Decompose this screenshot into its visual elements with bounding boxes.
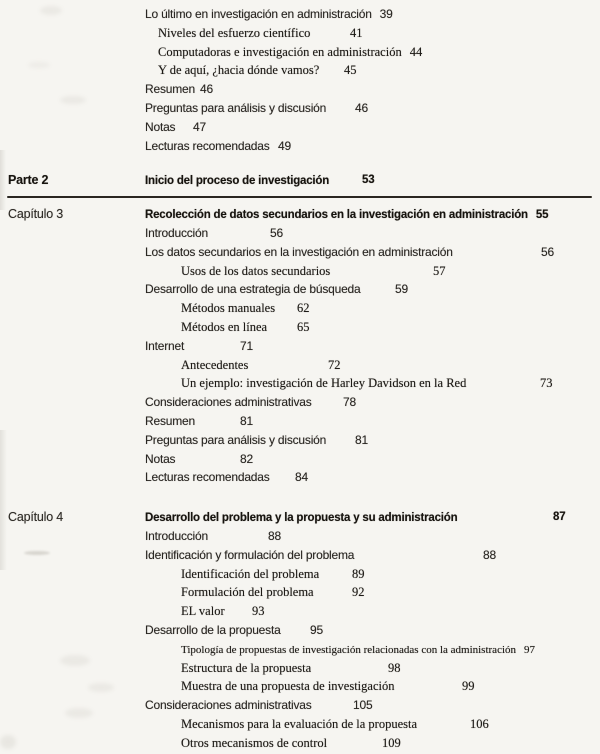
toc-page-number: 93 xyxy=(252,604,265,619)
toc-entry-title: Preguntas para análisis y discusión xyxy=(145,432,327,447)
chapter-title: Recolección de datos secundarios en la investigación en administración xyxy=(145,209,528,222)
toc-page-number: 88 xyxy=(483,547,496,562)
toc-entry xyxy=(0,659,600,678)
toc-page-number: 39 xyxy=(379,7,393,21)
toc-entry xyxy=(0,5,600,24)
toc-entry-title: Lecturas recomendadas xyxy=(145,470,270,485)
toc-entry-title: Tipología de propuestas de investigación relacionadas con la administración xyxy=(181,643,517,656)
toc-block xyxy=(0,205,600,487)
toc-page-number: 55 xyxy=(535,209,549,222)
toc-page-number: 46 xyxy=(355,100,368,115)
chapter-row xyxy=(0,205,600,224)
toc-entry xyxy=(0,356,600,375)
toc-entry-title: Introducción xyxy=(145,528,208,543)
chapter-row xyxy=(0,508,600,527)
toc-entry-title: Desarrollo de la propuesta xyxy=(145,622,281,637)
chapter-label: Capítulo 3 xyxy=(8,207,63,222)
toc-entry-title: Notas xyxy=(145,451,176,466)
toc-entry-title: Identificación del problema xyxy=(181,566,320,581)
toc-entry xyxy=(0,318,600,337)
toc-page-number: 81 xyxy=(240,413,253,428)
toc-entry-title: Niveles del esfuerzo científico xyxy=(158,25,311,40)
toc-entry-title: Métodos en línea xyxy=(181,319,268,334)
toc-page-number: 92 xyxy=(352,585,365,600)
toc-entry-title: Resumen xyxy=(145,82,195,97)
toc-entry-title: Estructura de la propuesta xyxy=(181,660,312,675)
toc-page-number: 81 xyxy=(355,432,368,447)
toc-entry-title: Y de aquí, ¿hacia dónde vamos? xyxy=(158,63,320,78)
toc-entry-title: Introducción xyxy=(145,225,208,240)
toc-entry xyxy=(0,546,600,565)
toc-entry-title: Métodos manuales xyxy=(181,301,276,316)
toc-entry xyxy=(0,431,600,450)
toc-page-number: 73 xyxy=(540,376,553,391)
toc-page-number: 62 xyxy=(297,301,310,316)
toc-entry xyxy=(0,118,600,137)
toc-entry-title: Un ejemplo: investigación de Harley Davidson en la Red xyxy=(181,376,467,391)
toc-page-number: 46 xyxy=(200,82,213,97)
toc-block xyxy=(0,171,600,190)
toc-page-number: 105 xyxy=(353,698,373,713)
toc-entry xyxy=(0,393,600,412)
toc-entry xyxy=(0,527,600,546)
toc-page-number: 65 xyxy=(297,319,310,334)
toc-page-number: 97 xyxy=(524,643,536,656)
toc-entry xyxy=(0,280,600,299)
toc-page-number: 87 xyxy=(553,511,566,524)
toc-entry-title: Los datos secundarios en la investigación en administración xyxy=(145,244,453,259)
part-label: Parte 2 xyxy=(8,173,49,188)
toc-entry xyxy=(0,243,600,262)
toc-page-number: 106 xyxy=(470,716,489,731)
toc-page-number: 45 xyxy=(344,63,357,78)
toc-entry xyxy=(0,80,600,99)
toc-page-number: 59 xyxy=(395,282,408,297)
toc-block xyxy=(0,0,600,155)
toc-entry-title: Lecturas recomendadas xyxy=(145,138,270,153)
toc-page-number: 99 xyxy=(462,679,475,694)
toc-entry-title: Notas xyxy=(145,119,176,134)
toc-page-number: 44 xyxy=(409,44,423,59)
toc-page-number: 56 xyxy=(270,225,283,240)
toc-entry xyxy=(0,565,600,584)
toc-page-number: 47 xyxy=(193,119,206,134)
toc-entry xyxy=(0,137,600,156)
toc-entry-title: Muestra de una propuesta de investigación xyxy=(181,679,395,694)
toc-entry xyxy=(0,621,600,640)
toc-entry-title: Otros mecanismos de control xyxy=(181,735,328,750)
toc-entry xyxy=(0,43,600,62)
toc-entry-title: Computadoras e investigación en administración xyxy=(158,44,402,59)
toc-entry-title: Desarrollo de una estrategia de búsqueda xyxy=(145,282,361,297)
toc-entry xyxy=(0,99,600,118)
chapter-title: Desarrollo del problema y la propuesta y su administración xyxy=(145,512,458,525)
toc-entry xyxy=(0,61,600,80)
toc-entry xyxy=(0,262,600,281)
toc-page-number: 89 xyxy=(352,566,365,581)
toc-page-number: 78 xyxy=(343,395,356,410)
toc-entry-title: Resumen xyxy=(145,413,195,428)
toc-entry-title: EL valor xyxy=(181,604,225,619)
toc-entry xyxy=(0,450,600,469)
toc-entry xyxy=(0,337,600,356)
toc-entry-title: Mecanismos para la evaluación de la propuesta xyxy=(181,716,418,731)
toc-entry xyxy=(0,602,600,621)
part-row xyxy=(0,171,600,190)
toc-page-number: 71 xyxy=(240,338,253,353)
toc-entry-title: Antecedentes xyxy=(181,357,249,372)
toc-entry-title: Consideraciones administrativas xyxy=(145,698,312,713)
toc-page-number: 72 xyxy=(328,357,341,372)
toc-entry xyxy=(0,640,600,659)
toc-page-number: 49 xyxy=(278,138,291,153)
toc-page-number: 82 xyxy=(240,451,253,466)
toc-entry xyxy=(0,715,600,734)
toc-entry xyxy=(0,412,600,431)
toc-page-number: 53 xyxy=(362,174,375,187)
toc-entry-title: Formulación del problema xyxy=(181,585,314,600)
toc-entry xyxy=(0,696,600,715)
toc-entry xyxy=(0,677,600,696)
toc-page-number: 88 xyxy=(268,528,281,543)
toc-page-number: 84 xyxy=(295,470,308,485)
section-divider xyxy=(7,196,592,198)
toc-entry xyxy=(0,224,600,243)
toc-page-number: 41 xyxy=(350,25,363,40)
toc-entry-title: Consideraciones administrativas xyxy=(145,395,312,410)
toc-entry-title: Lo último en investigación en administración xyxy=(145,7,372,21)
toc-entry xyxy=(0,468,600,487)
toc-entry-title: Preguntas para análisis y discusión xyxy=(145,100,327,115)
chapter-label: Capítulo 4 xyxy=(8,510,63,525)
toc-page-number: 95 xyxy=(310,622,323,637)
toc-entry xyxy=(0,583,600,602)
toc-page-number: 57 xyxy=(433,263,446,278)
toc-entry xyxy=(0,24,600,43)
toc-entry xyxy=(0,299,600,318)
toc-page-number: 98 xyxy=(388,660,401,675)
toc-entry xyxy=(0,734,600,753)
toc-entry-title: Usos de los datos secundarios xyxy=(181,263,331,278)
toc-entry-title: Identificación y formulación del problema xyxy=(145,547,355,562)
toc-block xyxy=(0,508,600,752)
toc-entry xyxy=(0,374,600,393)
toc-entry-title: Internet xyxy=(145,338,185,353)
toc-page-number: 109 xyxy=(382,735,401,750)
toc-page-number: 56 xyxy=(541,244,554,259)
part-title: Inicio del proceso de investigación xyxy=(145,175,330,188)
